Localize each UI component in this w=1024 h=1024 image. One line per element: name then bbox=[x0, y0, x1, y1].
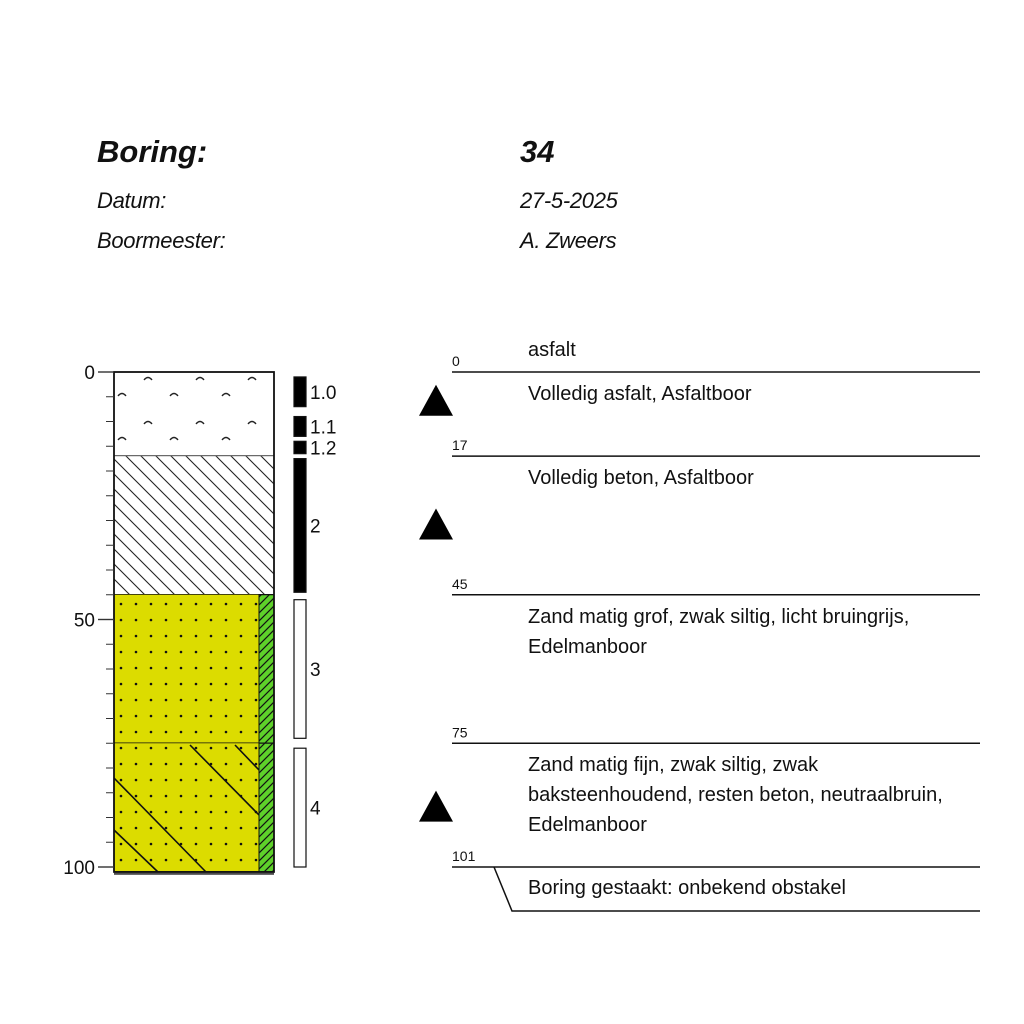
sample-label: 3 bbox=[310, 660, 321, 681]
depth-tick-label: 0 bbox=[84, 363, 95, 384]
layer-description: Volledig asfalt, Asfaltboor bbox=[528, 383, 752, 405]
side-strip bbox=[259, 595, 274, 744]
boring-number: 34 bbox=[520, 134, 555, 169]
layer-pattern bbox=[114, 372, 274, 456]
datum-label: Datum: bbox=[97, 188, 167, 213]
side-strip bbox=[259, 743, 274, 872]
triangle-marker bbox=[419, 791, 453, 822]
sample-bar bbox=[294, 748, 306, 867]
sample-label: 2 bbox=[310, 516, 321, 538]
boundary-depth-label: 0 bbox=[452, 353, 460, 369]
layer-description: Zand matig fijn, zwak siltig, zwak baksteenhoudend, resten beton, neutraalbruin, Edelmanboor bbox=[528, 754, 943, 837]
sample-bar bbox=[294, 417, 306, 437]
triangle-marker bbox=[419, 508, 453, 539]
boormeester-value: A. Zweers bbox=[520, 228, 617, 253]
sample-label: 4 bbox=[310, 798, 321, 820]
boundary-depth-label: 75 bbox=[452, 724, 468, 741]
layer-description: Volledig beton, Asfaltboor bbox=[528, 467, 754, 490]
sample-bar bbox=[294, 377, 306, 407]
depth-tick-label: 50 bbox=[73, 610, 95, 632]
layer-description: Zand matig grof, zwak siltig, licht bruingrijs, Edelmanboor bbox=[528, 605, 910, 658]
layer-pattern bbox=[114, 595, 259, 744]
sample-bar bbox=[294, 600, 306, 739]
sample-bar bbox=[294, 441, 306, 453]
boundary-depth-label: 17 bbox=[452, 437, 468, 454]
end-note: Boring gestaakt: onbekend obstakel bbox=[528, 877, 846, 899]
sample-label: 1.2 bbox=[310, 438, 337, 460]
datum-value: 27-5-2025 bbox=[520, 188, 618, 213]
boundary-depth-label: 45 bbox=[452, 575, 468, 592]
boundary-depth-label: 101 bbox=[452, 848, 476, 864]
triangle-marker bbox=[419, 385, 453, 416]
sample-label: 1.1 bbox=[310, 417, 337, 439]
column-top-label: asfalt bbox=[528, 339, 576, 361]
layer-pattern bbox=[114, 456, 274, 595]
sample-label: 1.0 bbox=[310, 382, 337, 404]
sample-bar bbox=[294, 459, 306, 593]
boormeester-label: Boormeester: bbox=[97, 228, 226, 253]
depth-tick-label: 100 bbox=[63, 858, 95, 879]
boring-label: Boring: bbox=[97, 134, 208, 169]
